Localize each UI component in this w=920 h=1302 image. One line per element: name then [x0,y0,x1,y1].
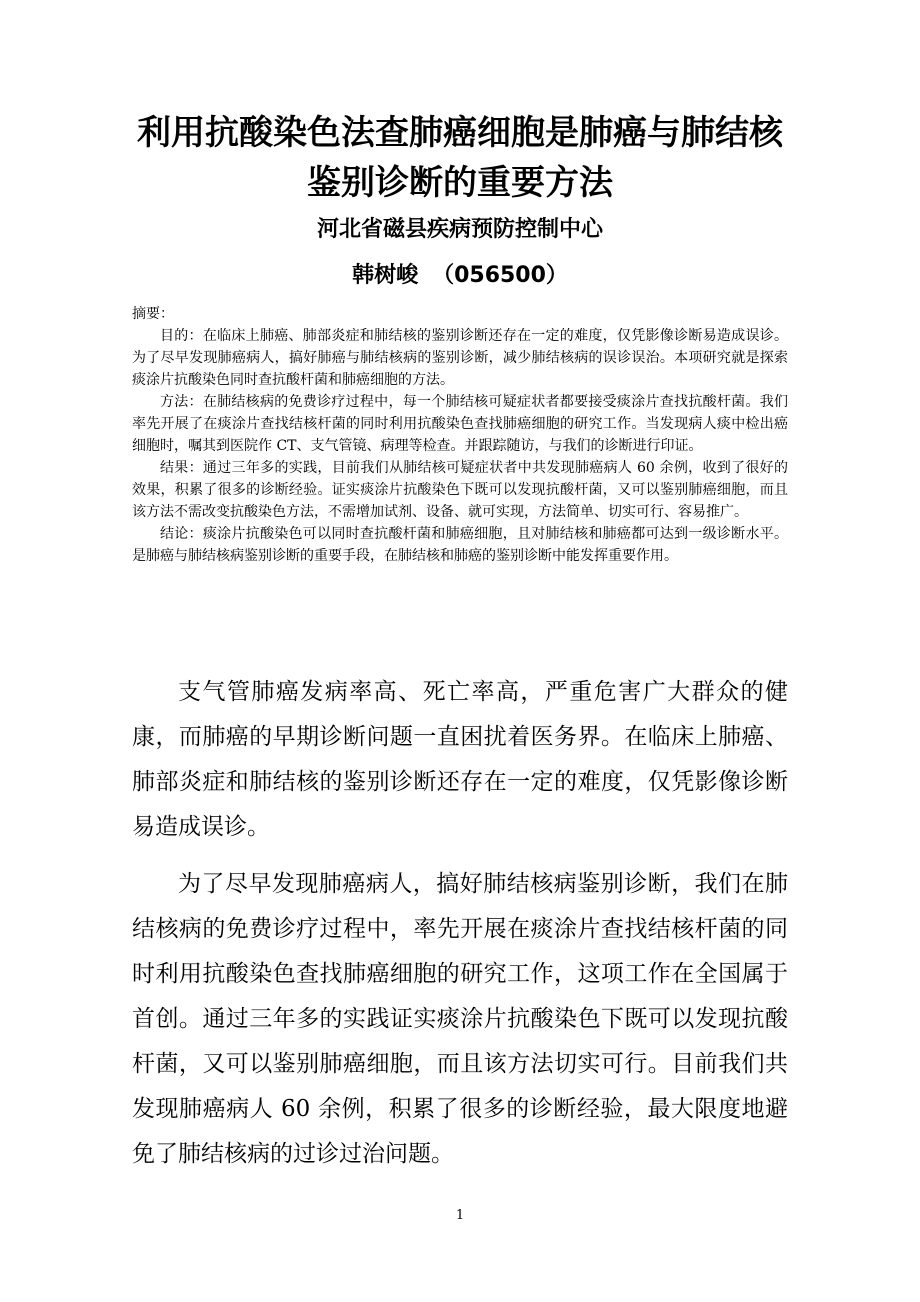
author-name: 韩树峻 [352,263,419,288]
abstract-conclusion: 结论：痰涂片抗酸染色可以同时查抗酸杆菌和肺癌细胞，且对肺结核和肺癌都可达到一级诊断水平。是肺癌与肺结核病鉴别诊断的重要手段，在肺结核和肺癌的鉴别诊断中能发挥重要作用。 [132,526,788,564]
author-organization: 河北省磁县疾病预防控制中心 [316,217,603,242]
body-paragraph-1: 支气管肺癌发病率高、死亡率高，严重危害广大群众的健康，而肺癌的早期诊断问题一直困扰着医务界。在临床上肺癌、肺部炎症和肺结核的鉴别诊断还存在一定的难度，仅凭影像诊断易造成误诊。 [132,679,788,840]
document-title [120,108,800,208]
author-line [120,258,800,294]
abstract-methods: 方法：在肺结核病的免费诊疗过程中，每一个肺结核可疑症状者都要接受痰涂片查找抗酸杆菌。我们率先开展了在痰涂片查找结核杆菌的同时利用抗酸染色查找肺癌细胞的研究工作。当发现病人痰中检出癌细胞时，嘱其到医院作 CT、支气管镜、病理等检查。并跟踪随访，与我们的诊断进行印证。 [132,394,788,454]
abstract-results: 结果：通过三年多的实践，目前我们从肺结核可疑症状者中共发现肺癌病人 60 余例，收到了很好的效果，积累了很多的诊断经验。证实痰涂片抗酸染色下既可以发现抗酸杆菌，又可以鉴别肺癌细胞，而且该方法不需改变抗酸染色方法，不需增加试剂、设备、就可实现，方法简单、切实可行、容易推广。 [132,460,788,520]
body-text [132,670,788,1177]
author-postcode: （056500） [432,263,568,288]
title-line-2: 鉴别诊断的重要方法 [307,163,613,203]
page-number: 1 [455,1208,465,1223]
body-paragraph-2: 为了尽早发现肺癌病人，搞好肺结核病鉴别诊断，我们在肺结核病的免费诊疗过程中，率先开展在痰涂片查找结核杆菌的同时利用抗酸染色查找肺癌细胞的研究工作，这项工作在全国属于首创。通过三年多的实践证实痰涂片抗酸染色下既可以发现抗酸杆菌，又可以鉴别肺癌细胞，而且该方法切实可行。目前我们共发现肺癌病人 60 余例，积累了很多的诊断经验，最大限度地避免了肺结核病的过诊过治问题。 [132,871,788,1167]
title-line-1: 利用抗酸染色法查肺癌细胞是肺癌与肺结核 [137,113,783,153]
abstract-section [132,303,788,567]
abstract-objective: 目的：在临床上肺癌、肺部炎症和肺结核的鉴别诊断还存在一定的难度，仅凭影像诊断易造成误诊。为了尽早发现肺癌病人，搞好肺癌与肺结核病的鉴别诊断，减少肺结核病的误诊误治。本项研究就是探索痰涂片抗酸染色同时查抗酸杆菌和肺癌细胞的方法。 [132,328,788,388]
abstract-heading: 摘要： [132,306,174,322]
